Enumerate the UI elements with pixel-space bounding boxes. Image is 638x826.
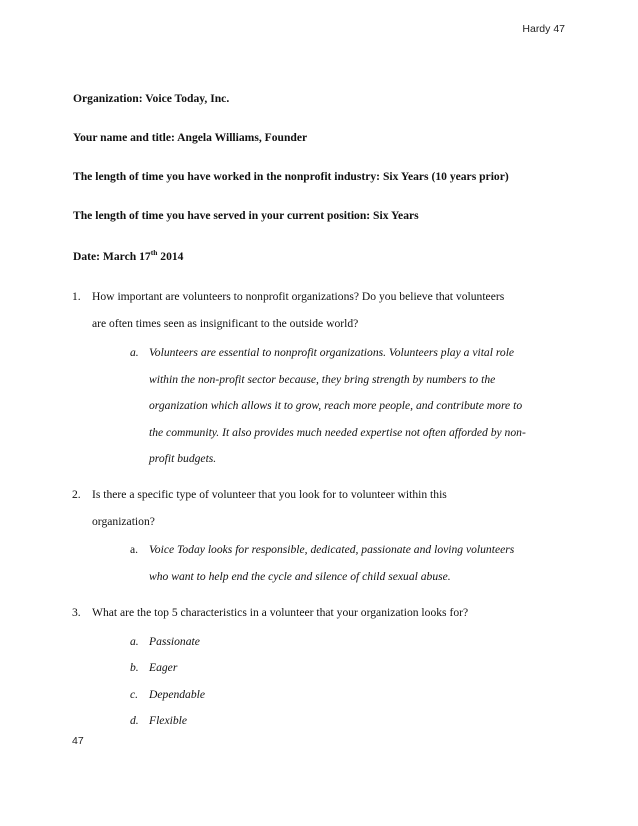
- answer-letter: a.: [130, 346, 139, 359]
- question-number: 3.: [72, 606, 81, 619]
- name-title-line: Your name and title: Angela Williams, Founder: [73, 131, 308, 144]
- answer-3c: [130, 682, 569, 709]
- answer-line: within the non-profit sector because, they bring strength by numbers to the: [149, 372, 496, 386]
- footer-page-number: 47: [72, 735, 84, 747]
- length-nonprofit-line: The length of time you have worked in the nonprofit industry: Six Years (10 years prior): [73, 170, 509, 183]
- question-number: 1.: [72, 290, 81, 303]
- date-suffix: 2014: [157, 249, 184, 263]
- organization-line: Organization: Voice Today, Inc.: [73, 92, 230, 105]
- answer-line: profit budgets.: [149, 452, 217, 465]
- answer-line: Volunteers are essential to nonprofit organizations. Volunteers play a vital role: [149, 346, 515, 359]
- answer-2a: [130, 537, 569, 590]
- date-prefix: Date: March 17: [73, 249, 151, 263]
- answer-line: who want to help end the cycle and silence of child sexual abuse.: [149, 569, 451, 583]
- answer-letter: a.: [130, 543, 139, 556]
- date-line: [73, 248, 183, 263]
- question-line: organization?: [92, 514, 155, 528]
- question-line: are often times seen as insignificant to the outside world?: [92, 316, 359, 330]
- answer-letter: a.: [130, 635, 139, 648]
- running-head: Hardy 47: [522, 23, 565, 35]
- answer-line: Flexible: [149, 714, 187, 727]
- answer-line: Voice Today looks for responsible, dedicated, passionate and loving volunteers: [149, 543, 515, 556]
- answer-letter: d.: [130, 714, 139, 727]
- question-line: Is there a specific type of volunteer that you look for to volunteer within this: [92, 488, 447, 501]
- question-line: What are the top 5 characteristics in a volunteer that your organization looks for?: [92, 606, 469, 619]
- answer-3d: [130, 708, 569, 735]
- answer-3a: [130, 629, 569, 656]
- answer-line: the community. It also provides much needed expertise not often afforded by non-: [149, 425, 526, 439]
- date-superscript: th: [150, 248, 158, 257]
- question-2: [72, 482, 572, 535]
- question-3: [72, 600, 572, 627]
- length-position-line: The length of time you have served in your current position: Six Years: [73, 209, 419, 222]
- answer-line: organization which allows it to grow, reach more people, and contribute more to: [149, 399, 523, 412]
- answer-line: Dependable: [149, 688, 206, 701]
- answer-line: Passionate: [149, 635, 200, 648]
- answer-3b: [130, 655, 569, 682]
- question-1: [72, 284, 572, 337]
- answer-letter: b.: [130, 661, 139, 674]
- answer-line: Eager: [149, 661, 178, 674]
- answer-letter: c.: [130, 688, 139, 701]
- question-number: 2.: [72, 488, 81, 501]
- question-line: How important are volunteers to nonprofit organizations? Do you believe that volunteers: [92, 290, 505, 303]
- answer-1a: [130, 340, 569, 473]
